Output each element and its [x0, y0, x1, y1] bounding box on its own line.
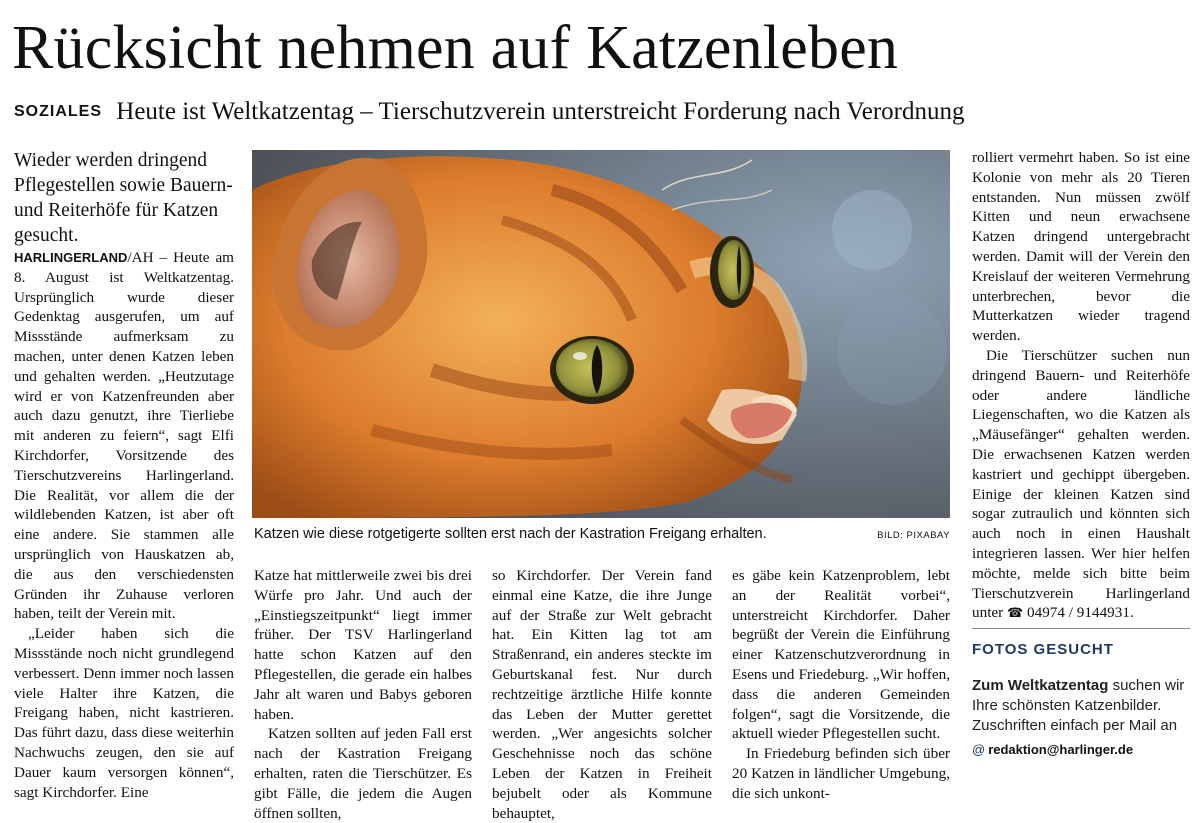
info-box-body: suchen wir Ihre schönsten Katzenbilder. Zuschriften einfach per Mail an: [972, 677, 1185, 734]
cat-photo: [252, 150, 950, 518]
subline-row: [14, 96, 1194, 128]
photo-caption: Katzen wie diese rotgetigerte sollten erst nach der Kastration Freigang erhalten.: [254, 526, 767, 542]
article-column-3: [492, 566, 712, 823]
paragraph: so Kirchdorfer. Der Verein fand einmal eine Katze, die ihre Junge auf der Straße zur Welt gebracht hat. Ein Kitten lag tot am Straßenrand, ein anderes steckte im Geburtskanal fest. Nur durch rechtzeitige ärztliche Hilfe konnte das Leben der Mutter gerettet werden. „Wer angesichts solcher Geschehnisse noch das schöne Leben der Katzen in Freiheit bejubelt oder als Kommune behauptet,: [492, 567, 712, 822]
paragraph: [972, 346, 1190, 623]
paragraph: Katze hat mittlerweile zwei bis drei Würfe pro Jahr. Und auch der „Einstiegszeitpunkt“ liegt immer früher. Der TSV Harlingerland hatte schon Katzen auf den Pflegestellen, die gerade ein halbes Jahr alt waren und Babys geboren haben.: [254, 567, 472, 723]
paragraph: es gäbe kein Katzenproblem, lebt an der Realität vorbei“, unterstreicht Kirchdorfer. Daher begrüßt der Verein die Einführung einer Katzenschutzverordnung in Esens und Friedeburg. „Wir hoffen, dass die anderen Gemeinden folgen“, sagt die Vorsitzende, die aktuell wieder Pflegestellen sucht.: [732, 567, 950, 743]
paragraph-text: Heute am 8. August ist Weltkatzentag. Ursprünglich wurde dieser Gedenktag ausgerufen, um auf Missstände aufmerksam zu machen, unter denen Katzen leben und gehalten werden. „Heutzutage wird er von Katzenfreunden aber auch dazu genutzt, ihre Tierliebe mit anderen zu feiern“, sagt Elfi Kirchdorfer, Vorsitzende des Tierschutzvereins Harlingerland. Die Realität, vor allem die der wildlebenden Katzen, ist aber oft eine andere. Sie stammen alle ursprünglich von Hauskatzen ab, die aus den verschiedensten Gründen ihr Zuhause verloren haben, teilt der Verein mit.: [14, 249, 234, 623]
paragraph: [14, 248, 234, 624]
cat-illustration: [252, 150, 950, 518]
paragraph: „Leider haben sich die Missstände noch nicht grundlegend verbessert. Denn immer noch lassen viele Halter ihre Katzen, die Freigang haben, nicht kastrieren. Das führt dazu, dass diese weiterhin Nachwuchs zeugen, den sie auf Dauer kaum versorgen können“, sagt Kirchdorfer. Eine: [14, 625, 234, 801]
paragraph-text: Die Tierschützer suchen nun dringend Bauern- und Reiterhöfe oder andere ländliche Liegenschaften, wo die Katzen als „Mäusefänger“ gehalten werden. Die erwachsenen Katzen werden kastriert und gechippt übergeben. Einige der kleinen Katzen sind sogar zutraulich und könnten sich auch noch in einen Haushalt integrieren lassen. Wer hier helfen möchte, melde sich bitte beim Tierschutzverein Harlingerland unter: [972, 346, 1190, 622]
info-box-text: [972, 676, 1190, 736]
email-address[interactable]: redaktion@harlinger.de: [988, 742, 1134, 757]
info-box-title: FOTOS GESUCHT: [972, 641, 1114, 658]
phone-icon: ☎: [1007, 605, 1024, 621]
article-column-4: [732, 566, 950, 804]
article-column-1: [14, 248, 234, 802]
photo-credit: BILD: PIXABAY: [877, 530, 950, 541]
phone-number: 04974 / 9144931.: [1027, 604, 1134, 622]
teaser: Wieder werden dringend Pflegestellen sowie Bauern- und Reiterhöfe für Katzen gesucht.: [14, 150, 233, 246]
paragraph: rolliert vermehrt haben. So ist eine Kolonie von mehr als 20 Tieren entstanden. Nun müssen zwölf Kitten und neun erwachsene Katzen dringend untergebracht werden. Damit will der Verein den Kreislauf der weiteren Vermehrung unterbrechen, bevor die Mutterkatzen wieder tragend werden.: [972, 149, 1190, 345]
kicker: SOZIALES: [14, 103, 103, 120]
info-box-lead: Zum Weltkatzentag: [972, 677, 1109, 694]
info-box: [972, 628, 1190, 759]
dateline-suffix: /AH –: [127, 249, 174, 266]
dateline: HARLINGERLAND: [14, 250, 128, 265]
email-row[interactable]: [972, 741, 1190, 759]
paragraph: Katzen sollten auf jeden Fall erst nach der Kastration Freigang erhalten, raten die Tierschützer. Es gibt Fälle, die jedem die Augen öffnen sollten,: [254, 725, 472, 822]
at-icon: @: [972, 742, 986, 757]
photo-caption-row: [254, 524, 950, 544]
headline: Rücksicht nehmen auf Katzenleben: [12, 14, 899, 82]
paragraph: In Friedeburg befinden sich über 20 Katzen in ländlicher Umgebung, die sich unkont-: [732, 745, 950, 802]
article-column-5: [972, 148, 1190, 623]
article-column-2: [254, 566, 472, 823]
subline: Heute ist Weltkatzentag – Tierschutzverein unterstreicht Forderung nach Verordnung: [116, 98, 965, 125]
